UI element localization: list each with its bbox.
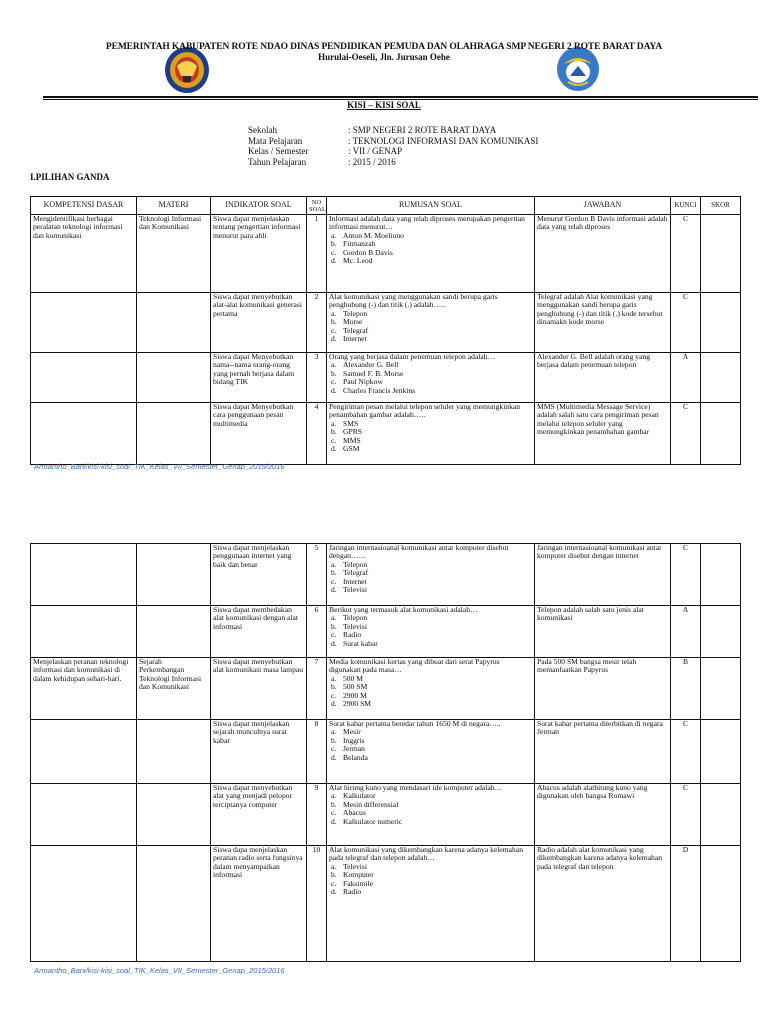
option-letter: d. bbox=[331, 752, 337, 762]
option-text: 500 SM bbox=[343, 682, 368, 692]
answer-option bbox=[329, 700, 532, 708]
col-header-kunci: KUNCI bbox=[671, 197, 701, 215]
option-letter: b. bbox=[331, 621, 337, 631]
kunci-cell: D bbox=[671, 846, 701, 962]
option-letter: a. bbox=[331, 861, 337, 871]
jawaban-cell: Abacus adalah alathitung kuno yang digunakan oleh bangsa Romawi bbox=[535, 784, 671, 846]
jawaban-cell: Radio adalah alat komunikasi yang dikembangkan karena adanya kelemahan pada telegraf dan telepon bbox=[535, 846, 671, 962]
option-letter: a. bbox=[331, 559, 337, 569]
option-letter: d. bbox=[331, 887, 337, 897]
indikator-cell: Siswa dapa menjelaskan peranan radio serta fungsinya dalam menyampaikan informasi bbox=[211, 846, 307, 962]
footer-note: Armantho_Bani/kisi-kisi_soal_TIK_Kelas_VII_Semester_Genap_2015/2016 bbox=[34, 966, 285, 975]
materi-cell bbox=[137, 846, 211, 962]
option-letter: a. bbox=[331, 308, 337, 318]
question-text: Media komunikasi kertas yang dibuat dari serat Papyrus digunakan pada masa… bbox=[329, 657, 500, 675]
table-row bbox=[31, 403, 741, 465]
question-number-cell: 9 bbox=[307, 784, 327, 846]
option-text: SMS bbox=[343, 418, 359, 428]
kunci-cell: A bbox=[671, 606, 701, 658]
col-header-indikator: INDIKATOR SOAL bbox=[211, 197, 307, 215]
indikator-cell: Siswa dapat Menyebutkan nama--nama orang-orang yang pernah berjasa dalam bidang TIK bbox=[211, 353, 307, 403]
option-letter: b. bbox=[331, 427, 337, 437]
question-text: Surat kabar pertama beredar tahun 1650 M di negara….. bbox=[329, 719, 501, 728]
rumusan-soal-cell bbox=[327, 784, 535, 846]
kunci-cell: C bbox=[671, 544, 701, 606]
question-text: Alat komunikasi yang dikembangkan karena adanya kelemahan pada telegraf dan telepon adalah… bbox=[329, 845, 523, 863]
option-text: Komputer bbox=[343, 870, 374, 880]
rumusan-soal-cell bbox=[327, 403, 535, 465]
table-row bbox=[31, 658, 741, 720]
question-text: Pengiriman pesan melalui telepon seluler yang memungkinkan penambahan gambar adalah….. bbox=[329, 402, 521, 420]
header-address: Hurulai-Oeseli, Jln. Jurusan Oehe bbox=[318, 52, 450, 62]
kisi-table-page1 bbox=[30, 196, 741, 465]
jawaban-cell: Menurut Gordon B Davis informasi adalah data yang telah diproses bbox=[535, 215, 671, 293]
option-text: Firmanzah bbox=[343, 239, 376, 249]
question-text: Orang yang berjasa dalam penemuan telepon adalah… bbox=[329, 352, 496, 361]
option-text: Telegraf bbox=[343, 568, 369, 578]
option-text: Mesin differensial bbox=[343, 799, 399, 809]
option-letter: b. bbox=[331, 799, 337, 809]
question-number-cell: 10 bbox=[307, 846, 327, 962]
answer-options bbox=[329, 361, 532, 395]
answer-options bbox=[329, 728, 532, 762]
kompetensi-dasar-cell bbox=[31, 606, 137, 658]
option-text: Gordon B Davis bbox=[343, 247, 393, 257]
indikator-cell: Siswa dapat menyebutkan alat yang menjadi pelopor terciptanya computer bbox=[211, 784, 307, 846]
col-header-skor: SKOR bbox=[701, 197, 741, 215]
option-text: Mc. Leod bbox=[343, 256, 373, 266]
option-text: Morse bbox=[343, 317, 363, 327]
answer-options bbox=[329, 675, 532, 709]
kunci-cell: C bbox=[671, 720, 701, 784]
rumusan-soal-cell bbox=[327, 353, 535, 403]
option-letter: a. bbox=[331, 791, 337, 801]
col-header-jawaban: JAWABAN bbox=[535, 197, 671, 215]
answer-options bbox=[329, 614, 532, 648]
option-letter: d. bbox=[331, 699, 337, 709]
option-letter: d. bbox=[331, 256, 337, 266]
table-row bbox=[31, 353, 741, 403]
skor-cell bbox=[701, 658, 741, 720]
materi-cell bbox=[137, 784, 211, 846]
option-text: Abacus bbox=[343, 808, 366, 818]
info-row: Sekolah : SMP NEGERI 2 ROTE BARAT DAYA bbox=[248, 125, 497, 135]
skor-cell bbox=[701, 403, 741, 465]
option-letter: c. bbox=[331, 630, 337, 640]
option-letter: c. bbox=[331, 247, 337, 257]
table-row bbox=[31, 215, 741, 293]
skor-cell bbox=[701, 846, 741, 962]
option-letter: c. bbox=[331, 377, 337, 387]
option-letter: a. bbox=[331, 727, 337, 737]
col-header-rumusan: RUMUSAN SOAL bbox=[327, 197, 535, 215]
answer-options bbox=[329, 310, 532, 344]
option-letter: d. bbox=[331, 638, 337, 648]
skor-cell bbox=[701, 544, 741, 606]
jawaban-cell: Jaringan internasioanal komunikasi antar komputer disebut dengan internet bbox=[535, 544, 671, 606]
option-text: Belanda bbox=[343, 752, 368, 762]
option-text: Surat kabar bbox=[343, 638, 378, 648]
option-text: Kalkulator bbox=[343, 791, 376, 801]
option-letter: a. bbox=[331, 230, 337, 240]
rumusan-soal-cell bbox=[327, 720, 535, 784]
jawaban-cell: MMS (Multimedia Message Service) adalah salah satu cara pengiriman pesan melalui telepon seluler yang memungkinkan penambahan gambar bbox=[535, 403, 671, 465]
materi-cell bbox=[137, 353, 211, 403]
kompetensi-dasar-cell bbox=[31, 403, 137, 465]
option-text: GSM bbox=[343, 444, 360, 454]
question-number-cell: 7 bbox=[307, 658, 327, 720]
question-text: Informasi adalah data yang telah diproses merupakan pengertian informasi menurut… bbox=[329, 214, 525, 232]
table-header-row bbox=[31, 197, 741, 215]
option-letter: c. bbox=[331, 878, 337, 888]
rumusan-soal-cell bbox=[327, 215, 535, 293]
option-letter: a. bbox=[331, 418, 337, 428]
option-text: Charles Francis Jenkins bbox=[343, 385, 416, 395]
option-text: Televisi bbox=[343, 585, 367, 595]
header-divider bbox=[43, 96, 758, 98]
skor-cell bbox=[701, 720, 741, 784]
kompetensi-dasar-cell bbox=[31, 353, 137, 403]
materi-cell bbox=[137, 544, 211, 606]
jawaban-cell: Alexander G. Bell adalah orang yang berjasa dalam penemuan telepon bbox=[535, 353, 671, 403]
answer-option bbox=[329, 387, 532, 395]
materi-cell bbox=[137, 606, 211, 658]
jawaban-cell: Pada 500 SM bangsa mesir telah memanfaatkan Papyrus bbox=[535, 658, 671, 720]
option-letter: c. bbox=[331, 325, 337, 335]
option-text: 2900 M bbox=[343, 690, 367, 700]
indikator-cell: Siswa dapat membedakan alat komunikasi dengan alat informasi bbox=[211, 606, 307, 658]
kompetensi-dasar-cell: Mengidentifikasi berbagai peralatan teknologi informasi dan komunikasi bbox=[31, 215, 137, 293]
option-letter: b. bbox=[331, 368, 337, 378]
skor-cell bbox=[701, 215, 741, 293]
option-text: Radio bbox=[343, 630, 362, 640]
answer-option bbox=[329, 335, 532, 343]
jawaban-cell: Surat kabar pertama diterbitkan di negara Jerman bbox=[535, 720, 671, 784]
rumusan-soal-cell bbox=[327, 606, 535, 658]
option-text: Internet bbox=[343, 334, 367, 344]
option-letter: a. bbox=[331, 360, 337, 370]
option-letter: a. bbox=[331, 613, 337, 623]
header-title: PEMERINTAH KABUPATEN ROTE NDAO DINAS PENDIDIKAN PEMUDA DAN OLAHRAGA SMP NEGERI 2 ROTE BARAT DAYA bbox=[105, 42, 663, 52]
question-text: Alat komunikasi yang menggunakan sandi berupa garis penghubung (-) dan titik (.) adalah….. bbox=[329, 292, 498, 310]
option-letter: c. bbox=[331, 744, 337, 754]
option-text: Anton M. Moeliono bbox=[343, 230, 404, 240]
option-text: Telepon bbox=[343, 308, 368, 318]
option-letter: c. bbox=[331, 690, 337, 700]
option-text: Kalkulator numeric bbox=[343, 816, 403, 826]
kisi-table-page2 bbox=[30, 543, 741, 962]
info-row: Kelas / Semester : VII / GENAP bbox=[248, 146, 403, 156]
option-text: Alexander G. Bell bbox=[343, 360, 399, 370]
kompetensi-dasar-cell: Menjelaskan peranan teknologi informasi dan komunikasi di dalam kehidupan sehari-hari. bbox=[31, 658, 137, 720]
table-row bbox=[31, 606, 741, 658]
question-text: Berikut yang termasuk alat komunikasi adalah… bbox=[329, 605, 478, 614]
answer-options bbox=[329, 863, 532, 897]
kunci-cell: B bbox=[671, 658, 701, 720]
rumusan-soal-cell bbox=[327, 658, 535, 720]
answer-options bbox=[329, 792, 532, 826]
answer-option bbox=[329, 640, 532, 648]
indikator-cell: Siswa dapat menjelaskan penggunaan internet yang baik dan benar bbox=[211, 544, 307, 606]
option-letter: b. bbox=[331, 735, 337, 745]
table-row bbox=[31, 784, 741, 846]
col-header-no: NO SOAL bbox=[307, 197, 327, 215]
kunci-cell: C bbox=[671, 784, 701, 846]
materi-cell bbox=[137, 403, 211, 465]
identity-block bbox=[248, 125, 538, 167]
col-header-kd: KOMPETENSI DASAR bbox=[31, 197, 137, 215]
kompetensi-dasar-cell bbox=[31, 846, 137, 962]
indikator-cell: Siswa dapat menyebutkan alat-alat komunikasi generasi pertama bbox=[211, 293, 307, 353]
skor-cell bbox=[701, 293, 741, 353]
answer-option bbox=[329, 754, 532, 762]
question-number-cell: 3 bbox=[307, 353, 327, 403]
option-letter: c. bbox=[331, 576, 337, 586]
kunci-cell: A bbox=[671, 353, 701, 403]
answer-option bbox=[329, 888, 532, 896]
info-row: Mata Pelajaran : TEKNOLOGI INFORMASI DAN KOMUNIKASI bbox=[248, 135, 539, 146]
section-heading: I.PILIHAN GANDA bbox=[30, 172, 110, 182]
indikator-cell: Siswa dapat menjelaskan sejarah munculnya surat kabar bbox=[211, 720, 307, 784]
option-letter: d. bbox=[331, 385, 337, 395]
question-text: Jaringan internasioanal komunikasi antar komputer disebut dengan…… bbox=[329, 543, 509, 561]
option-letter: d. bbox=[331, 334, 337, 344]
document-title: KISI – KISI SOAL bbox=[347, 100, 421, 110]
option-text: Internet bbox=[343, 576, 367, 586]
question-number-cell: 4 bbox=[307, 403, 327, 465]
answer-options bbox=[329, 420, 532, 454]
option-letter: b. bbox=[331, 870, 337, 880]
kunci-cell: C bbox=[671, 293, 701, 353]
option-text: 500 M bbox=[343, 673, 364, 683]
skor-cell bbox=[701, 353, 741, 403]
option-letter: b. bbox=[331, 239, 337, 249]
answer-option bbox=[329, 257, 532, 265]
option-text: Televisi bbox=[343, 861, 367, 871]
answer-options bbox=[329, 232, 532, 266]
answer-options bbox=[329, 561, 532, 595]
option-letter: b. bbox=[331, 682, 337, 692]
option-letter: d. bbox=[331, 585, 337, 595]
option-letter: b. bbox=[331, 317, 337, 327]
materi-cell: Sejarah Perkembangan Teknologi Informasi dan Komunikasi bbox=[137, 658, 211, 720]
kompetensi-dasar-cell bbox=[31, 784, 137, 846]
table-row bbox=[31, 846, 741, 962]
option-text: Jerman bbox=[343, 744, 365, 754]
option-text: Telegraf bbox=[343, 325, 369, 335]
option-letter: a. bbox=[331, 673, 337, 683]
option-text: Radio bbox=[343, 887, 362, 897]
option-text: Inggris bbox=[343, 735, 365, 745]
rumusan-soal-cell bbox=[327, 544, 535, 606]
table-row bbox=[31, 293, 741, 353]
materi-cell: Teknologi Informasi dan Komunikasi bbox=[137, 215, 211, 293]
option-text: 2900 SM bbox=[343, 699, 372, 709]
indikator-cell: Siswa dapat Menyebutkan cara penggunaan pesan multimedia bbox=[211, 403, 307, 465]
option-text: Mesir bbox=[343, 727, 361, 737]
option-text: GPRS bbox=[343, 427, 362, 437]
question-number-cell: 8 bbox=[307, 720, 327, 784]
option-letter: d. bbox=[331, 444, 337, 454]
option-text: Faksimile bbox=[343, 878, 373, 888]
materi-cell bbox=[137, 720, 211, 784]
question-number-cell: 6 bbox=[307, 606, 327, 658]
jawaban-cell: Telegraf adalah Alat komunikasi yang menggunakan sandi berupa garis penghubung (-) dan titik (.) kode tersebut dinamakn kode morse bbox=[535, 293, 671, 353]
materi-cell bbox=[137, 293, 211, 353]
option-letter: c. bbox=[331, 435, 337, 445]
option-letter: b. bbox=[331, 568, 337, 578]
option-text: Telepon bbox=[343, 559, 368, 569]
jawaban-cell: Telepon adalah salah satu jenis alat komunikasi bbox=[535, 606, 671, 658]
col-header-materi: MATERI bbox=[137, 197, 211, 215]
kunci-cell: C bbox=[671, 403, 701, 465]
answer-option bbox=[329, 445, 532, 453]
indikator-cell: Siswa dapat menyebutkan alat komunikasi masa lampau bbox=[211, 658, 307, 720]
indikator-cell: Siswa dapat menjelaskan tentang pengertian informasi menurut para ahli bbox=[211, 215, 307, 293]
question-number-cell: 2 bbox=[307, 293, 327, 353]
rumusan-soal-cell bbox=[327, 846, 535, 962]
kunci-cell: C bbox=[671, 215, 701, 293]
skor-cell bbox=[701, 606, 741, 658]
option-text: Samuel F. B. Morse bbox=[343, 368, 404, 378]
answer-option bbox=[329, 818, 532, 826]
kompetensi-dasar-cell bbox=[31, 720, 137, 784]
question-number-cell: 5 bbox=[307, 544, 327, 606]
footer-note: Armantho_Bani/kisi-kisi_soal_TIK_Kelas_VII_Semester_Genap_2015/2016 bbox=[34, 462, 285, 471]
answer-option bbox=[329, 586, 532, 594]
info-row: Tahun Pelajaran : 2015 / 2016 bbox=[248, 156, 396, 167]
option-text: Paul Nipkow bbox=[343, 377, 383, 387]
option-letter: d. bbox=[331, 816, 337, 826]
option-text: MMS bbox=[343, 435, 361, 445]
kompetensi-dasar-cell bbox=[31, 544, 137, 606]
kompetensi-dasar-cell bbox=[31, 293, 137, 353]
table-row bbox=[31, 720, 741, 784]
skor-cell bbox=[701, 784, 741, 846]
option-text: Televisi bbox=[343, 621, 367, 631]
question-number-cell: 1 bbox=[307, 215, 327, 293]
table-row bbox=[31, 544, 741, 606]
option-letter: c. bbox=[331, 808, 337, 818]
option-text: Telepon bbox=[343, 613, 368, 623]
question-text: Alat hirung kuno yang mendasari ide komputer adalah… bbox=[329, 783, 503, 792]
rumusan-soal-cell bbox=[327, 293, 535, 353]
